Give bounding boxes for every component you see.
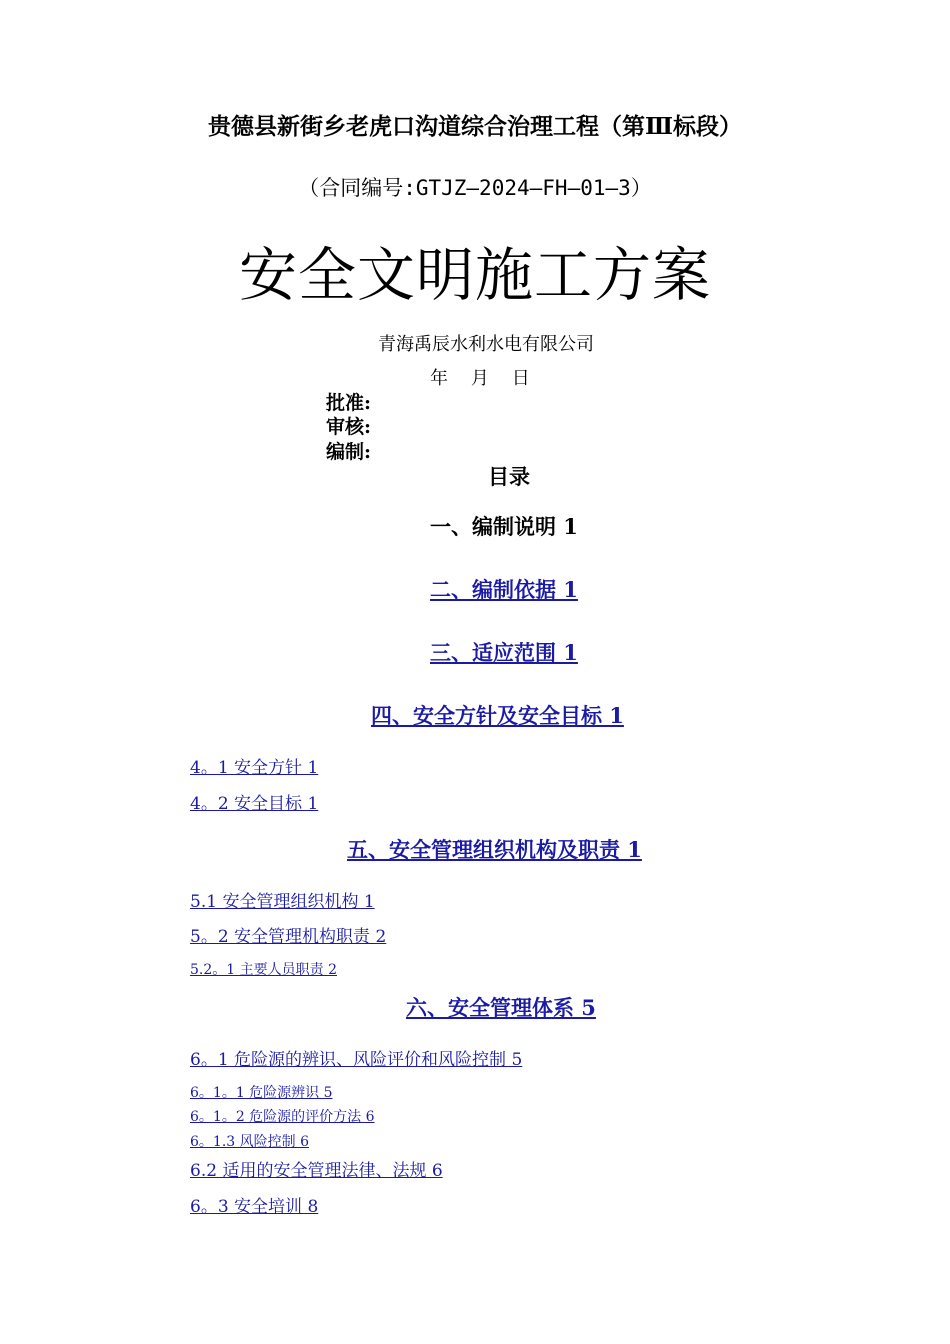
toc-item-5[interactable]: 五、安全管理组织机构及职责 1	[347, 837, 642, 862]
toc-item-5-2-1[interactable]: 5.2。1 主要人员职责 2	[190, 962, 337, 978]
toc-item-3[interactable]: 三、适应范围 1	[430, 640, 578, 665]
toc-item-1[interactable]: 一、编制说明 1	[430, 514, 578, 539]
company-name: 青海禹辰水利水电有限公司	[378, 334, 594, 355]
approve-label: 批准:	[326, 392, 372, 414]
toc-heading: 目录	[488, 464, 530, 489]
toc-item-6-2[interactable]: 6.2 适用的安全管理法律、法规 6	[190, 1161, 443, 1181]
toc-item-6-1-2[interactable]: 6。1。2 危险源的评价方法 6	[190, 1109, 375, 1125]
toc-item-2[interactable]: 二、编制依据 1	[430, 577, 578, 602]
date-line: 年 月 日	[430, 368, 530, 389]
toc-item-4-1[interactable]: 4。1 安全方针 1	[190, 758, 319, 778]
document-title: 安全文明施工方案	[238, 241, 711, 309]
toc-item-4[interactable]: 四、安全方针及安全目标 1	[371, 703, 624, 728]
toc-item-6-1-1[interactable]: 6。1。1 危险源辨识 5	[190, 1085, 333, 1101]
toc-item-6-1[interactable]: 6。1 危险源的辨识、风险评价和风险控制 5	[190, 1050, 523, 1070]
toc-item-6-1-3[interactable]: 6。1.3 风险控制 6	[190, 1134, 309, 1150]
toc-item-5-1[interactable]: 5.1 安全管理组织机构 1	[190, 892, 375, 912]
project-title: 贵德县新街乡老虎口沟道综合治理工程（第Ⅲ标段）	[207, 113, 742, 140]
toc-item-4-2[interactable]: 4。2 安全目标 1	[190, 794, 319, 814]
toc-item-6[interactable]: 六、安全管理体系 5	[406, 995, 596, 1020]
toc-item-6-3[interactable]: 6。3 安全培训 8	[190, 1197, 319, 1217]
contract-number: （合同编号:GTJZ—2024—FH—01—3）	[298, 176, 652, 200]
review-label: 审核:	[326, 416, 372, 438]
compile-label: 编制:	[326, 441, 372, 463]
toc-item-5-2[interactable]: 5。2 安全管理机构职责 2	[190, 927, 387, 947]
